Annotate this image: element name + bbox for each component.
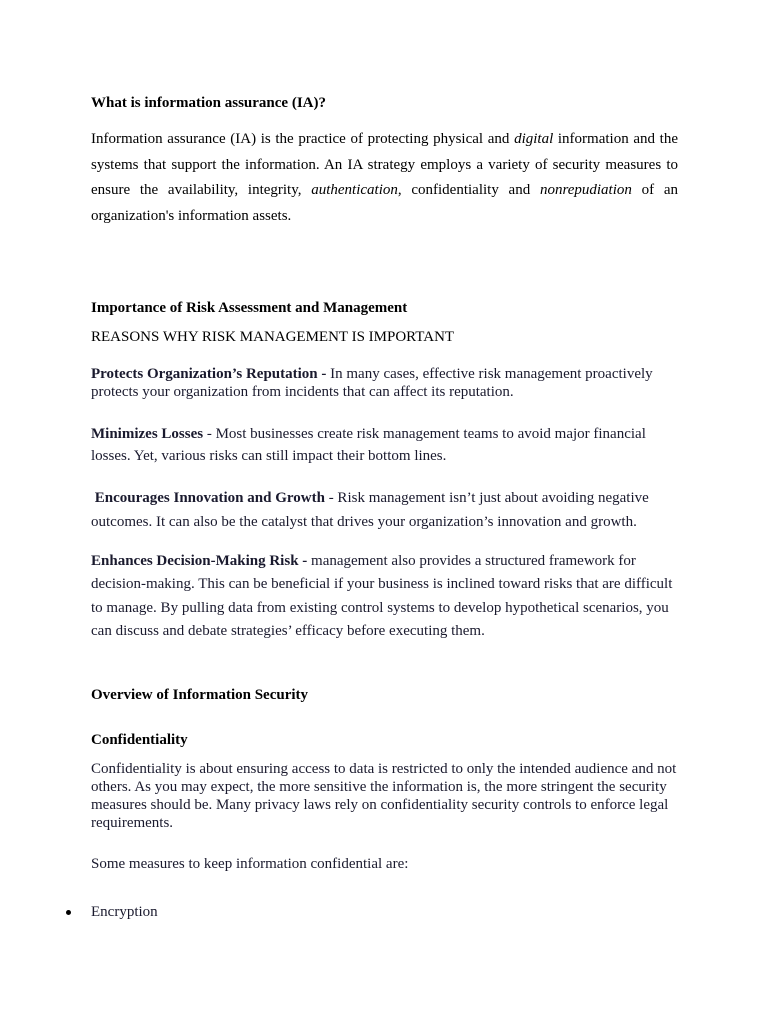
ia-term-authentication: authentication (311, 182, 398, 199)
ia-text-part-1: Information assurance (IA) is the practice of protecting physical and (91, 131, 515, 147)
ia-paragraph (91, 127, 678, 230)
risk-subheading: REASONS WHY RISK MANAGEMENT IS IMPORTANT (91, 329, 455, 345)
ia-text-part-4: of an organization's information assets. (91, 182, 679, 225)
ia-term-nonrepudiation: nonrepudiation (539, 182, 632, 199)
bullet-icon (66, 910, 71, 915)
list-item-text: Encryption (91, 904, 158, 920)
confidentiality-heading: Confidentiality (91, 732, 188, 748)
confidentiality-measures-intro: Some measures to keep information confidential are: (91, 856, 409, 872)
risk-reason-losses (91, 423, 678, 467)
risk-reason-decision-making (91, 550, 678, 644)
risk-reason-innovation (91, 486, 678, 534)
confidentiality-paragraph: Confidentiality is about ensuring access to data is restricted to only the intended audience and not others. As you may expect, the more sensitive the information is, the more stringent the security measures should be. Many privacy laws rely on confidentiality security controls to enforce legal requirements. (91, 761, 677, 831)
risk-reason-text: In many cases, effective risk management proactively protects your organization from incidents that can affect its reputation. (91, 366, 653, 400)
ia-text-part-2: information and the systems that support the information. An IA strategy employs a variety of security measures to ensure the availability, integrity, (91, 131, 678, 199)
ia-term-digital: digital (514, 131, 554, 147)
risk-reason-title: Minimizes Losses (91, 426, 204, 442)
risk-reason-text: management also provides a structured framework for decision-making. This can be beneficial if your business is inclined toward risks that are difficult to manage. By pulling data from existing control systems to develop hypothetical scenarios, you can discuss and debate strategies’ efficacy before executing them. (91, 553, 673, 640)
risk-reason-title: Encourages Innovation and Growth (91, 490, 325, 506)
ia-text-part-3: , confidentiality and (397, 182, 540, 199)
risk-reason-reputation (91, 365, 678, 401)
security-overview-heading: Overview of Information Security (91, 687, 309, 703)
risk-reason-text: - Most businesses create risk management teams to avoid major financial losses. Yet, various risks can still impact their bottom lines. (91, 426, 646, 464)
risk-reason-title: Protects Organization’s Reputation - (91, 366, 331, 382)
ia-heading: What is information assurance (IA)? (91, 95, 326, 111)
risk-reason-text: - Risk management isn’t just about avoiding negative outcomes. It can also be the catalyst that drives your organization’s innovation and growth. (91, 490, 653, 530)
risk-reason-title: Enhances Decision-Making Risk - (91, 553, 312, 569)
risk-heading: Importance of Risk Assessment and Management (91, 300, 408, 316)
